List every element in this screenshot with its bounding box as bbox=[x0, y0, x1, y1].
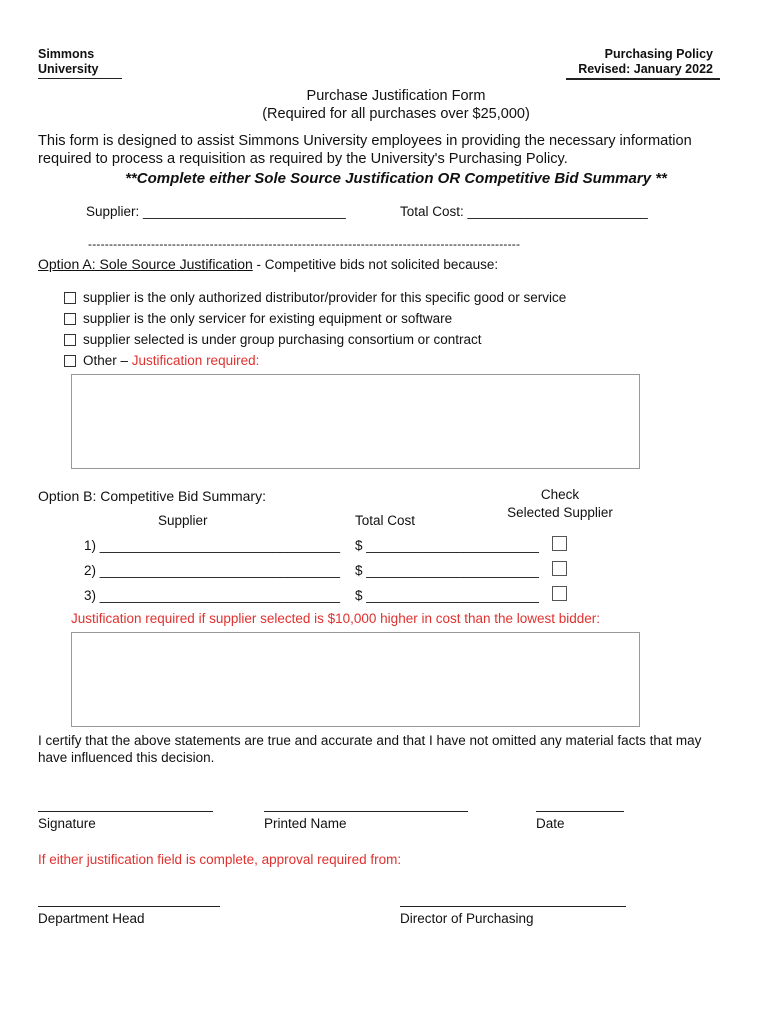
option-a-suffix: - Competitive bids not solicited because: bbox=[252, 257, 499, 272]
bid-row-2-cost[interactable]: $ _______________________ bbox=[355, 563, 539, 578]
bid-row-3-checkbox[interactable] bbox=[552, 586, 567, 601]
intro-emphasis: **Complete either Sole Source Justification OR Competitive Bid Summary ** bbox=[125, 170, 667, 187]
option-a-item-1: supplier is the only authorized distributor/provider for this specific good or service bbox=[83, 290, 567, 305]
policy-line1: Purchasing Policy bbox=[604, 47, 713, 61]
option-a-item-2: supplier is the only servicer for existing equipment or software bbox=[83, 311, 453, 326]
intro-line1: This form is designed to assist Simmons University employees in providing the necessary information bbox=[38, 133, 692, 149]
section-divider: ------------------------------------------------------------------------------------------------------- bbox=[88, 237, 521, 251]
signature-line[interactable] bbox=[38, 811, 213, 812]
bid-row-1-checkbox[interactable] bbox=[552, 536, 567, 551]
total-cost-field[interactable]: Total Cost: ________________________ bbox=[400, 204, 648, 219]
col-total-cost: Total Cost bbox=[355, 513, 416, 528]
bid-row-3-cost[interactable]: $ _______________________ bbox=[355, 588, 539, 603]
org-underline bbox=[38, 78, 122, 79]
option-a-title: Option A: Sole Source Justification bbox=[38, 256, 253, 272]
department-head-line[interactable] bbox=[38, 906, 220, 907]
supplier-field[interactable]: Supplier: ___________________________ bbox=[86, 204, 346, 219]
org-name-line2: University bbox=[38, 62, 99, 76]
printed-name-label: Printed Name bbox=[264, 816, 347, 831]
option-a-checkbox-other[interactable] bbox=[64, 355, 76, 367]
bid-row-1-supplier[interactable]: 1) ________________________________ bbox=[84, 538, 341, 553]
director-line[interactable] bbox=[400, 906, 626, 907]
director-label: Director of Purchasing bbox=[400, 911, 534, 926]
printed-name-line[interactable] bbox=[264, 811, 468, 812]
bid-justification-textarea[interactable] bbox=[71, 632, 640, 727]
bid-row-2-supplier[interactable]: 2) ________________________________ bbox=[84, 563, 341, 578]
form-title: Purchase Justification Form bbox=[306, 88, 486, 104]
certify-line2: have influenced this decision. bbox=[38, 750, 215, 765]
org-name-line1: Simmons bbox=[38, 47, 95, 61]
option-a-checkbox-2[interactable] bbox=[64, 313, 76, 325]
option-a-item-3: supplier selected is under group purchasing consortium or contract bbox=[83, 332, 482, 347]
col-supplier: Supplier bbox=[158, 513, 208, 528]
bid-row-2-checkbox[interactable] bbox=[552, 561, 567, 576]
signature-label: Signature bbox=[38, 816, 96, 831]
certify-line1: I certify that the above statements are true and accurate and that I have not omitted any material facts that may bbox=[38, 733, 702, 748]
col-check-line1: Check bbox=[540, 487, 580, 502]
department-head-label: Department Head bbox=[38, 911, 145, 926]
option-a-heading bbox=[38, 256, 498, 272]
policy-line2: Revised: January 2022 bbox=[578, 62, 713, 76]
col-check-line2: Selected Supplier bbox=[507, 505, 613, 520]
option-a-other-required: Justification required: bbox=[131, 353, 260, 368]
option-a-other bbox=[83, 353, 259, 368]
bid-row-3-supplier[interactable]: 3) ________________________________ bbox=[84, 588, 341, 603]
option-a-other-label: Other – bbox=[83, 353, 132, 368]
approval-note: If either justification field is complete, approval required from: bbox=[38, 852, 402, 867]
date-line[interactable] bbox=[536, 811, 624, 812]
bid-row-1-cost[interactable]: $ _______________________ bbox=[355, 538, 539, 553]
intro-line2: required to process a requisition as required by the University's Purchasing Policy. bbox=[38, 151, 568, 167]
option-a-checkbox-1[interactable] bbox=[64, 292, 76, 304]
option-b-title: Option B: Competitive Bid Summary: bbox=[38, 488, 266, 504]
date-label: Date bbox=[536, 816, 565, 831]
form-subtitle: (Required for all purchases over $25,000) bbox=[262, 106, 530, 122]
org-name bbox=[38, 47, 98, 77]
bid-justification-note: Justification required if supplier selected is $10,000 higher in cost than the lowest bidder: bbox=[71, 611, 601, 626]
policy-info bbox=[578, 47, 713, 77]
policy-underline bbox=[566, 78, 720, 80]
option-a-checkbox-3[interactable] bbox=[64, 334, 76, 346]
sole-source-justification-textarea[interactable] bbox=[71, 374, 640, 469]
